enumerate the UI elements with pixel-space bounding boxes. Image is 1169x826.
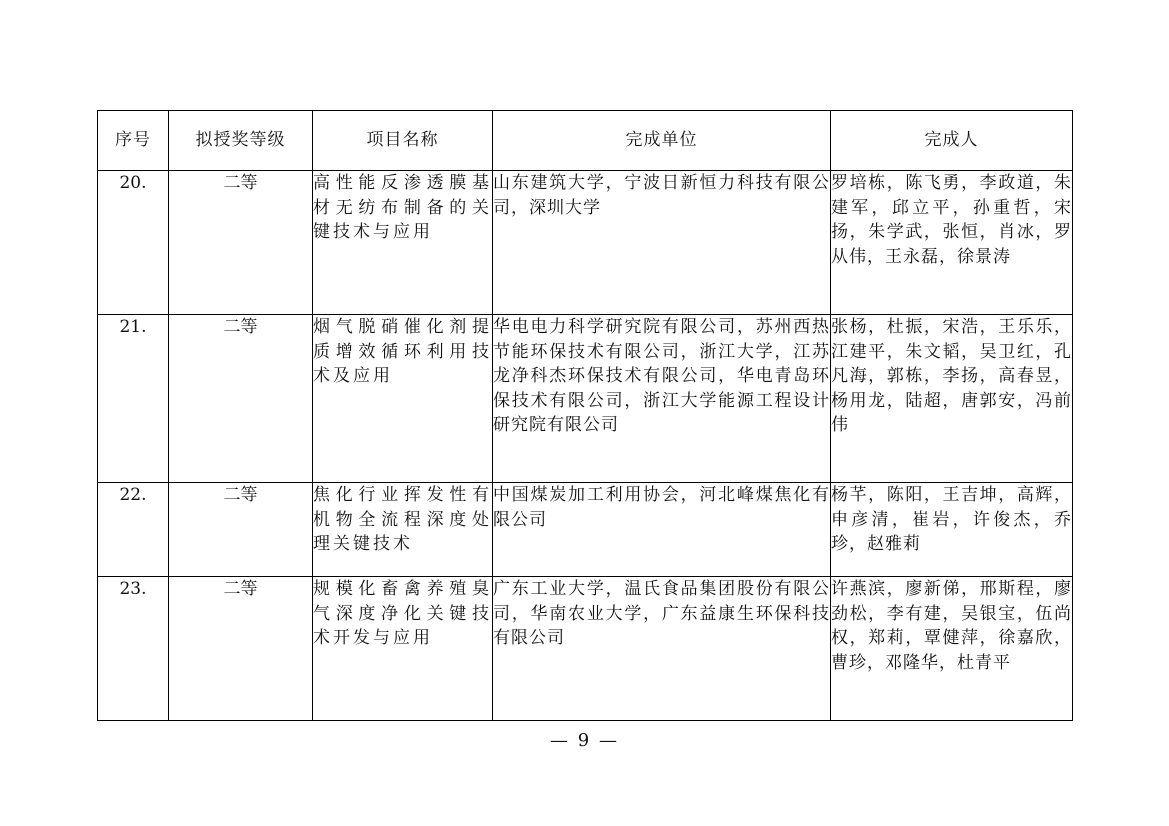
- row-project-name: 焦化行业挥发性有机物全流程深度处理关键技术: [313, 485, 492, 554]
- header-number: 序号: [98, 111, 169, 171]
- row-completing-unit: 山东建筑大学，宁波日新恒力科技有限公司，深圳大学: [493, 173, 830, 218]
- row-number: 22.: [98, 483, 169, 577]
- header-people: 完成人: [831, 111, 1073, 171]
- row-number: 23.: [98, 577, 169, 721]
- row-grade: 二等: [169, 315, 313, 483]
- table-row: [98, 171, 1073, 315]
- row-completing-unit: 华电电力科学研究院有限公司，苏州西热节能环保技术有限公司，浙江大学，江苏龙净科杰环保技术有限公司，华电青岛环保技术有限公司，浙江大学能源工程设计研究院有限公司: [493, 317, 830, 435]
- row-completing-people: 张杨，杜振，宋浩，王乐乐，江建平，朱文韬，吴卫红，孔凡海，郭栋，李扬，高春昱，杨用龙，陆超，唐郭安，冯前伟: [831, 317, 1072, 435]
- table-row: [98, 577, 1073, 721]
- row-completing-unit: 广东工业大学，温氏食品集团股份有限公司，华南农业大学，广东益康生环保科技有限公司: [493, 579, 830, 648]
- row-number: 20.: [98, 171, 169, 315]
- table-header-row: [98, 111, 1073, 171]
- row-grade: 二等: [169, 171, 313, 315]
- table-row: [98, 483, 1073, 577]
- row-project-name: 烟气脱硝催化剂提质增效循环利用技术及应用: [313, 317, 492, 386]
- award-table: [97, 110, 1073, 721]
- row-completing-people: 杨芊，陈阳，王吉坤，高辉，申彦清，崔岩，许俊杰，乔珍，赵雅莉: [831, 485, 1072, 554]
- row-project-name: 规模化畜禽养殖臭气深度净化关键技术开发与应用: [313, 579, 492, 648]
- row-completing-people: 罗培栋，陈飞勇，李政道，朱建军，邱立平，孙重哲，宋扬，朱学武，张恒，肖冰，罗从伟，王永磊，徐景涛: [831, 173, 1072, 267]
- header-grade: 拟授奖等级: [169, 111, 313, 171]
- row-grade: 二等: [169, 577, 313, 721]
- header-unit: 完成单位: [493, 111, 831, 171]
- page-number: — 9 —: [550, 730, 619, 751]
- row-grade: 二等: [169, 483, 313, 577]
- table-row: [98, 315, 1073, 483]
- row-completing-people: 许燕滨，廖新俤，邢斯程，廖劲松，李有建，吴银宝，伍尚权，郑莉，覃健萍，徐嘉欣，曹珍，邓隆华，杜青平: [831, 579, 1072, 673]
- row-completing-unit: 中国煤炭加工利用协会，河北峰煤焦化有限公司: [493, 485, 830, 530]
- header-project: 项目名称: [313, 111, 493, 171]
- row-number: 21.: [98, 315, 169, 483]
- row-project-name: 高性能反渗透膜基材无纺布制备的关键技术与应用: [313, 173, 492, 242]
